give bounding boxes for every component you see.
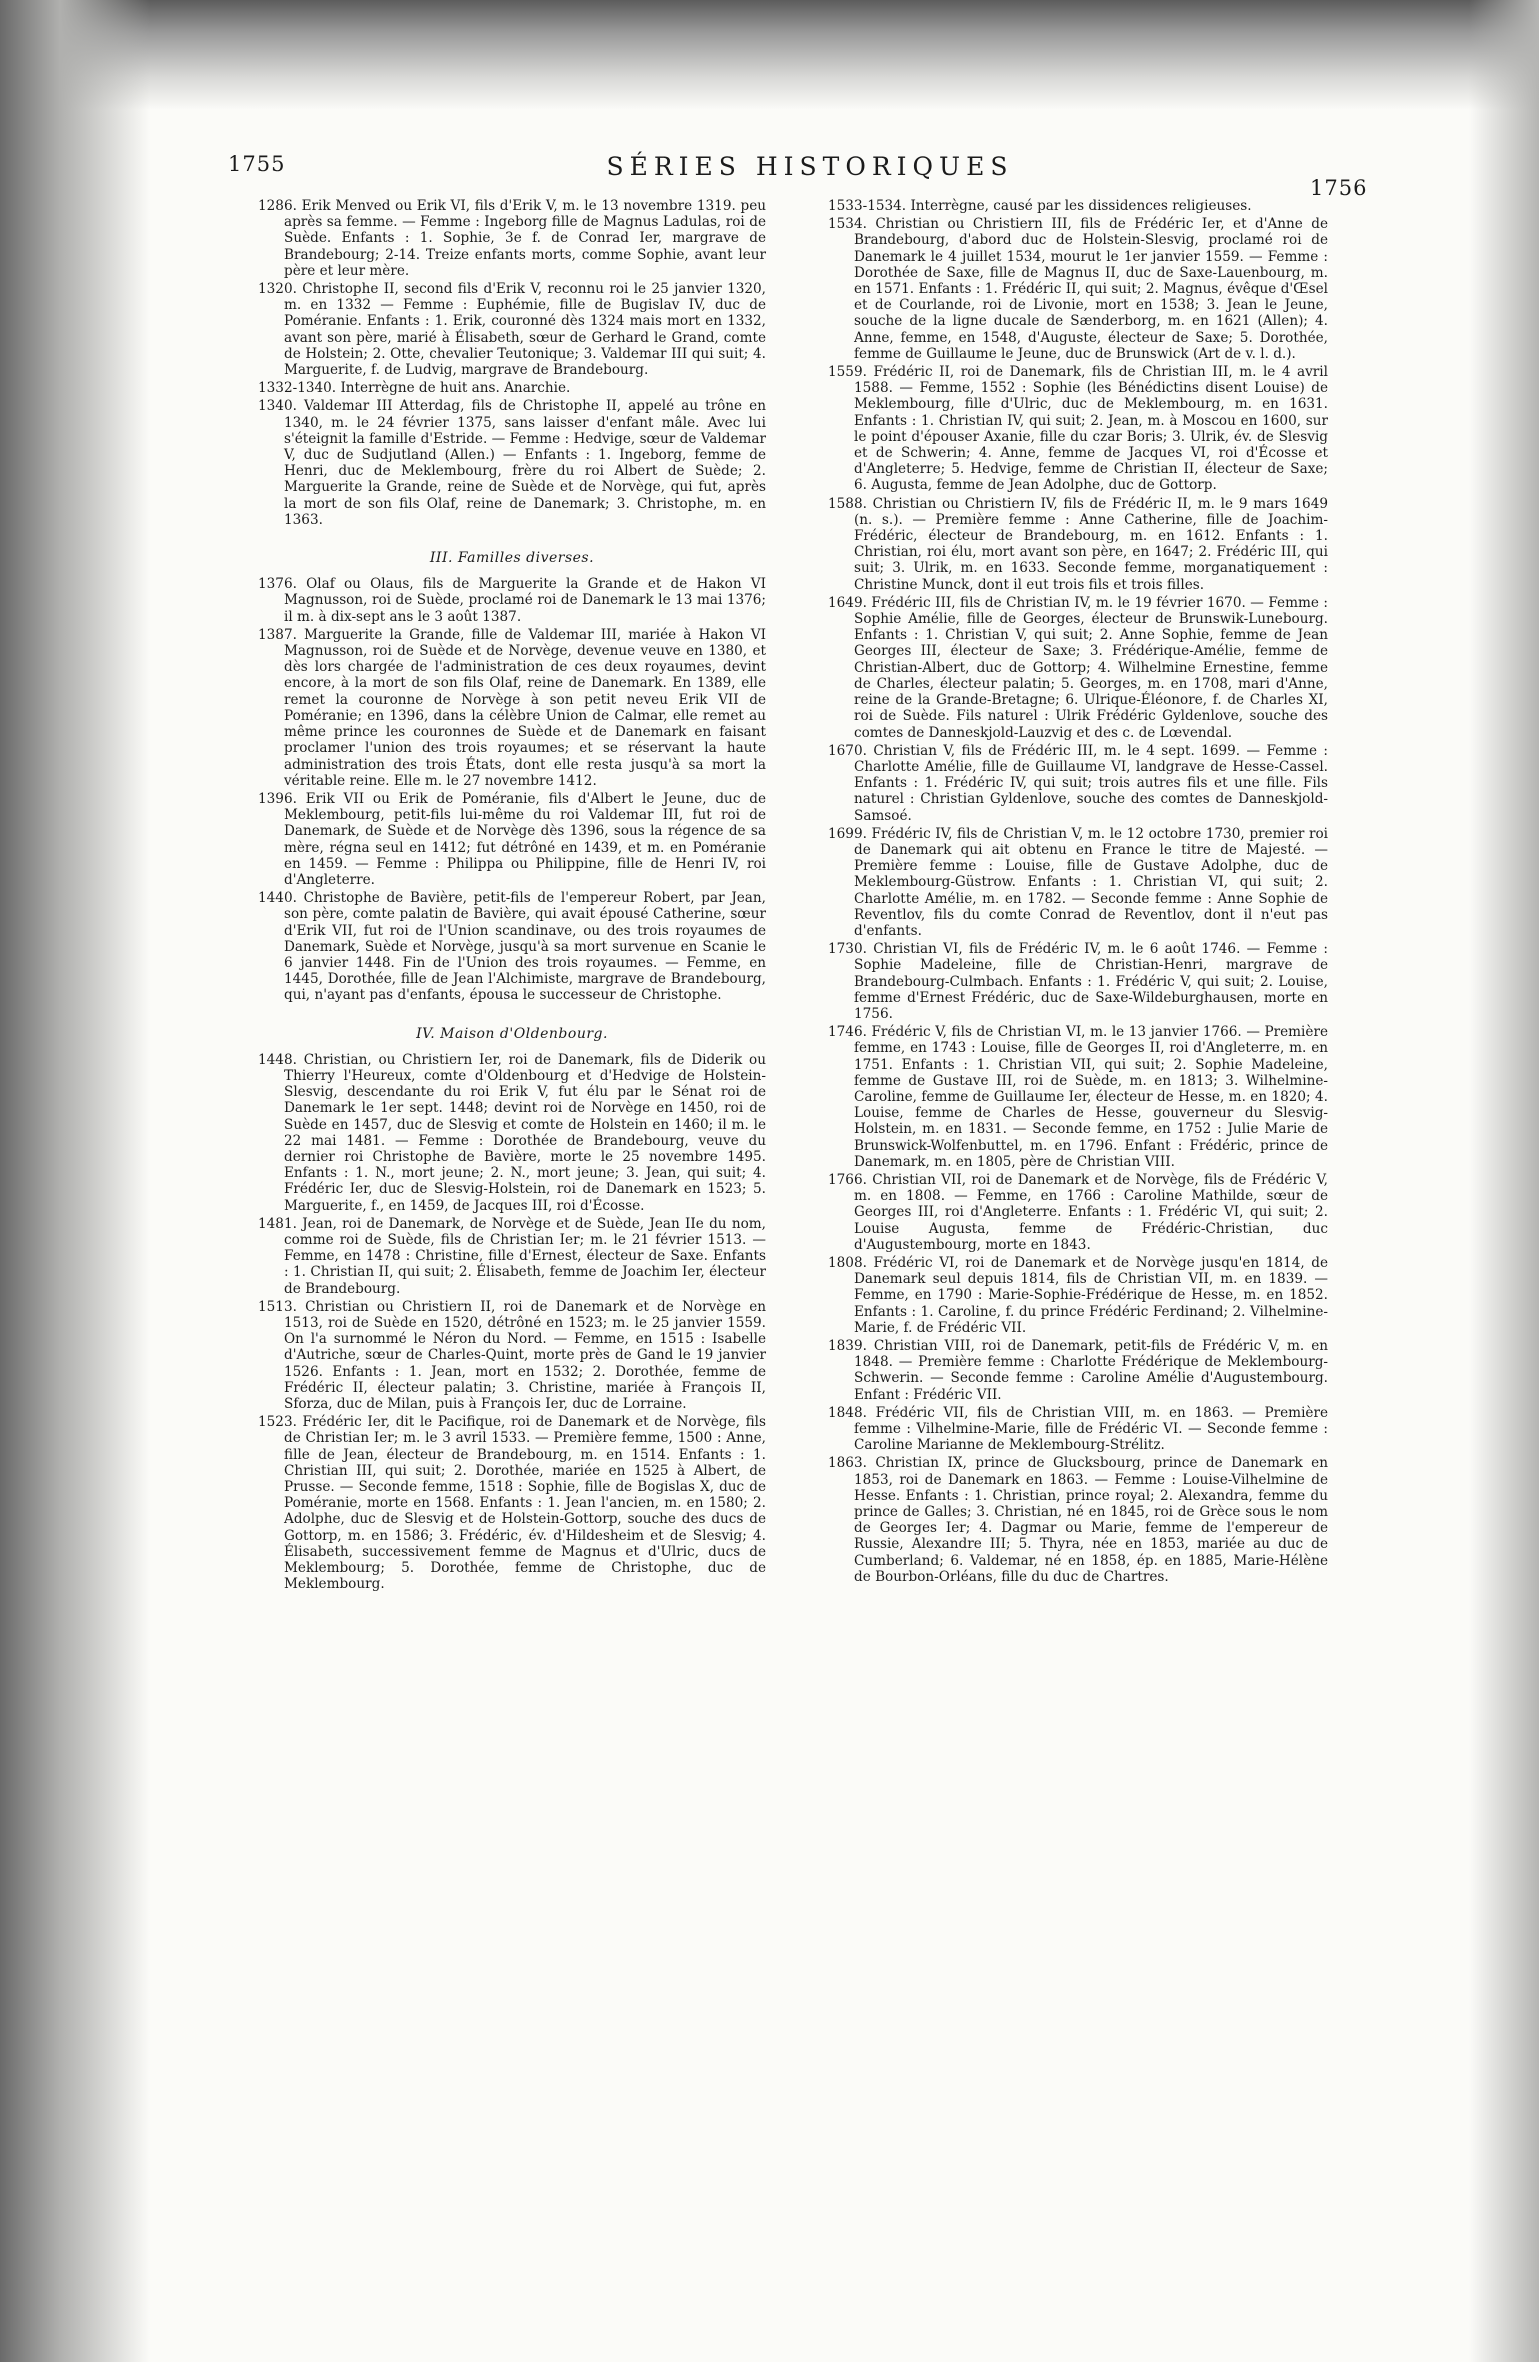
reign-year: 1376. — [258, 576, 297, 593]
reign-year: 1670. — [828, 742, 867, 759]
reign-year: 1863. — [828, 1455, 867, 1472]
reign-text: Erik Menved ou Erik VI, fils d'Erik V, m. le 13 novembre 1319. peu après sa femme. — Femme : Ingeborg fille de Magnus Ladulas, roi de Suède. Enfants : 1. Sophie, 3e f. de Conrad Ier, margrave de Brandebourg; 2-14. Treize enfants morts, comme Sophie, avant leur père et leur mère. — [284, 198, 766, 279]
reign-year: 1440. — [258, 890, 297, 907]
reign-entry — [828, 1405, 1328, 1454]
left-entries-familles-diverses — [258, 576, 766, 1003]
left-entries-maison-oldenbourg — [258, 1052, 766, 1593]
reign-text: Christian VI, fils de Frédéric IV, m. le 6 août 1746. — Femme : Sophie Madeleine, fille de Christian-Henri, margrave de Brandebourg-Culmbach. Enfants : 1. Frédéric V, qui suit; 2. Louise, femme d'Ernest Frédéric, duc de Saxe-Wildeburghausen, morte en 1756. — [854, 941, 1328, 1022]
section-heading-iii-text: III. Familles diverses. — [429, 550, 595, 567]
scan-shadow-top — [0, 0, 1539, 110]
reign-text: Christian, ou Christiern Ier, roi de Danemark, fils de Diderik ou Thierry l'Heureux, comte d'Oldenbourg et d'Hedvige de Holstein-Slesvig, descendante du roi Erik V, fut élu par le Sénat roi de Danemark le 1er sept. 1448; devint roi de Norvège en 1450, roi de Suède en 1457, duc de Slesvig et comte de Holstein en 1460; il m. le 22 mai 1481. — Femme : Dorothée de Brandebourg, veuve du dernier roi Christophe de Bavière, morte le 25 novembre 1495. Enfants : 1. N., mort jeune; 2. N., mort jeune; 3. Jean, qui suit; 4. Frédéric Ier, duc de Slesvig-Holstein, roi de Danemark en 1523; 5. Marguerite, f., en 1459, de Jacques III, roi d'Écosse. — [284, 1051, 766, 1214]
reign-entry — [828, 198, 1328, 214]
reign-year: 1396. — [258, 790, 297, 807]
reign-year: 1332-1340. — [258, 380, 337, 397]
section-heading-iv — [258, 1026, 766, 1042]
reign-entry — [828, 1455, 1328, 1585]
reign-entry — [828, 1024, 1328, 1170]
reign-entry — [258, 627, 766, 789]
reign-entry — [258, 1052, 766, 1214]
right-entries — [828, 198, 1328, 1585]
reign-entry — [828, 826, 1328, 939]
reign-year: 1649. — [828, 594, 867, 611]
reign-entry — [828, 941, 1328, 1022]
reign-text: Christophe II, second fils d'Erik V, reconnu roi le 25 janvier 1320, m. en 1332 — Femme : Euphémie, fille de Bugislav IV, duc de Poméranie. Enfants : 1. Erik, couronné dès 1324 mais mort en 1332, avant son père, marié à Élisabeth, sœur de Gerhard le Grand, comte de Holstein; 2. Otte, chevalier Teutonique; 3. Valdemar III qui suit; 4. Marguerite, f. de Ludvig, margrave de Brandebourg. — [284, 281, 766, 379]
reign-text: Frédéric II, roi de Danemark, fils de Christian III, m. le 4 avril 1588. — Femme, 1552 : Sophie (les Bénédictins disent Louise) de Meklembourg, fille d'Ulric, duc de Meklembourg, m. en 1631. Enfants : 1. Christian IV, qui suit; 2. Jean, m. à Moscou en 1600, sur le point d'épouser Axanie, fille du czar Boris; 3. Ulrik, év. de Slesvig et de Schwerin; 4. Anne, femme de Jacques VI, roi d'Écosse et d'Angleterre; 5. Hedvige, femme de Christian II, électeur de Saxe; 6. Augusta, femme de Jean Adolphe, duc de Gottorp. — [854, 364, 1329, 494]
reign-year: 1766. — [828, 1171, 867, 1188]
reign-text: Christian ou Christiern IV, fils de Frédéric II, m. le 9 mars 1649 (n. s.). — Première femme : Anne Catherine, fille de Joachim-Frédéric, électeur de Brandebourg, m. en 1612. Enfants : 1. Christian, roi élu, mort avant son père, en 1647; 2. Frédéric III, qui suit; 3. Ulrik, m. en 1633. Seconde femme, morganatiquement : Christine Munck, dont il eut trois fils et trois filles. — [854, 495, 1328, 593]
reign-year: 1533-1534. — [828, 198, 907, 214]
section-heading-iii — [258, 550, 766, 566]
reign-text: Frédéric Ier, dit le Pacifique, roi de Danemark et de Norvège, fils de Christian Ier; m. le 3 avril 1533. — Première femme, 1500 : Anne, fille de Jean, électeur de Brandebourg, m. en 1514. Enfants : 1. Christian III, qui suit; 2. Dorothée, mariée en 1525 à Albert, de Prusse. — Seconde femme, 1518 : Sophie, fille de Bogislas X, duc de Poméranie, morte en 1568. Enfants : 1. Jean l'ancien, m. en 1580; 2. Adolphe, duc de Slesvig et de Holstein-Gottorp, souche des ducs de Gottorp, m. en 1586; 3. Frédéric, év. d'Hildesheim et de Slesvig; 4. Élisabeth, successivement femme de Magnus et d'Ulric, ducs de Meklembourg; 5. Dorothée, femme de Christophe, duc de Meklembourg. — [284, 1414, 766, 1593]
reign-entry — [828, 364, 1328, 494]
reign-text: Olaf ou Olaus, fils de Marguerite la Grande et de Hakon VI Magnusson, roi de Suède, proclamé roi de Danemark le 13 mai 1376; il m. à dix-sept ans le 3 août 1387. — [284, 576, 766, 625]
reign-text: Christian VII, roi de Danemark et de Norvège, fils de Frédéric V, m. en 1808. — Femme, en 1766 : Caroline Mathilde, sœur de Georges III, roi d'Angleterre. Enfants : 1. Frédéric VI, qui suit; 2. Louise Augusta, femme de Frédéric-Christian, duc d'Augustembourg, morte en 1843. — [854, 1171, 1328, 1253]
reign-text: Erik VII ou Erik de Poméranie, fils d'Albert le Jeune, duc de Meklembourg, petit-fils lui-même du roi Valdemar III, fut roi de Danemark, de Suède et de Norvège dès 1396, sous la régence de sa mère, régna seul en 1412; fut détrôné en 1439, et m. en Poméranie en 1459. — Femme : Philippa ou Philippine, fille de Henri IV, roi d'Angleterre. — [284, 790, 766, 888]
reign-text: Christophe de Bavière, petit-fils de l'empereur Robert, par Jean, son père, comte palatin de Bavière, qui avait épousé Catherine, sœur d'Erik VII, fut roi de l'Union scandinave, ou des trois royaumes de Danemark, Suède et Norvège, jusqu'à sa mort survenue en Scanie le 6 janvier 1448. Fin de l'Union des trois royaumes. — Femme, en 1445, Dorothée, fille de Jean l'Alchimiste, margrave de Brandebourg, qui, n'ayant pas d'enfants, épousa le successeur de Christophe. — [284, 890, 766, 1004]
reign-year: 1286. — [258, 198, 297, 214]
reign-entry — [258, 380, 766, 396]
reign-entry — [258, 1216, 766, 1297]
reign-text: Christian VIII, roi de Danemark, petit-fils de Frédéric V, m. en 1848. — Première femme : Charlotte Frédérique de Meklembourg-Schwerin. — Seconde femme : Caroline Amélie d'Augustembourg. Enfant : Frédéric VII. — [854, 1338, 1328, 1403]
reign-year: 1839. — [828, 1338, 867, 1355]
reign-entry — [258, 1414, 766, 1592]
reign-entry — [258, 1299, 766, 1412]
scan-shadow-left — [0, 0, 150, 2362]
reign-year: 1448. — [258, 1051, 297, 1068]
reign-entry — [828, 595, 1328, 741]
reign-text: Christian V, fils de Frédéric III, m. le 4 sept. 1699. — Femme : Charlotte Amélie, fille de Guillaume VI, landgrave de Hesse-Cassel. Enfants : 1. Frédéric IV, qui suit; trois autres fils et une fille. Fils naturel : Christian Gyldenlove, souche des comtes de Danneskjold-Samsoé. — [854, 742, 1328, 824]
scan-shadow-right — [1469, 0, 1539, 2362]
reign-year: 1534. — [828, 216, 867, 233]
reign-entry — [258, 398, 766, 528]
reign-text: Christian ou Christiern III, fils de Frédéric Ier, et d'Anne de Brandebourg, d'abord duc de Holstein-Slesvig, proclamé roi de Danemark le 4 juillet 1534, mourut le 1er janvier 1559. — Femme : Dorothée de Saxe, fille de Magnus II, duc de Saxe-Lauenbourg, m. en 1571. Enfants : 1. Frédéric II, qui suit; 2. Magnus, évêque d'Œsel et de Courlande, roi de Livonie, mort en 1538; 3. Jean le Jeune, souche de la ligne ducale de Sænderborg, m. en 1621 (Allen); 4. Anne, femme, en 1548, d'Auguste, électeur de Saxe; 5. Dorothée, femme de Guillaume le Jeune, duc de Brunswick (Art de v. l. d.). — [854, 216, 1329, 362]
reign-year: 1340. — [258, 398, 297, 415]
right-column — [828, 198, 1328, 1587]
reign-text: Interrègne, causé par les dissidences religieuses. — [910, 198, 1252, 214]
left-entries-danish-kings — [258, 198, 766, 528]
reign-entry — [258, 198, 766, 279]
reign-text: Frédéric III, fils de Christian IV, m. le 19 février 1670. — Femme : Sophie Amélie, fille de Georges, électeur de Brunswik-Lunebourg. Enfants : 1. Christian V, qui suit; 2. Anne Sophie, femme de Jean Georges III, électeur de Saxe; 3. Frédérique-Amélie, femme de Christian-Albert, duc de Gottorp; 4. Wilhelmine Ernestine, femme de Charles, électeur palatin; 5. Georges, m. en 1708, mari d'Anne, reine de la Grande-Bretagne; 6. Ulrique-Éléonore, f. de Charles XI, roi de Suède. Fils naturel : Ulrik Frédéric Gyldenlove, souche des comtes de Danneskjold-Lauzvig et des c. de Lœvendal. — [854, 594, 1328, 741]
reign-year: 1746. — [828, 1024, 867, 1041]
reign-year: 1523. — [258, 1414, 297, 1431]
reign-entry — [828, 1338, 1328, 1403]
reign-entry — [828, 1172, 1328, 1253]
left-page-number: 1755 — [228, 152, 286, 176]
reign-year: 1848. — [828, 1404, 867, 1421]
reign-entry — [258, 281, 766, 378]
reign-entry — [828, 743, 1328, 824]
reign-year: 1513. — [258, 1298, 297, 1315]
reign-entry — [258, 576, 766, 625]
reign-entry — [258, 890, 766, 1003]
reign-text: Frédéric VI, roi de Danemark et de Norvège jusqu'en 1814, de Danemark seul depuis 1814, fils de Christian VII, m. en 1839. — Femme, en 1790 : Marie-Sophie-Frédérique de Hesse, m. en 1852. Enfants : 1. Caroline, f. du prince Frédéric Ferdinand; 2. Vilhelmine-Marie, f. de Frédéric VII. — [854, 1255, 1328, 1336]
left-column — [258, 198, 766, 1594]
reign-entry — [828, 496, 1328, 593]
reign-text: Interrègne de huit ans. Anarchie. — [340, 380, 571, 397]
reign-year: 1387. — [258, 626, 297, 643]
reign-year: 1730. — [828, 941, 867, 958]
reign-text: Frédéric VII, fils de Christian VIII, m. en 1863. — Première femme : Vilhelmine-Marie, fille de Frédéric VI. — Seconde femme : Caroline Marianne de Meklembourg-Strélitz. — [854, 1404, 1328, 1454]
section-heading-iv-text: IV. Maison d'Oldenbourg. — [416, 1025, 608, 1042]
reign-entry — [828, 1255, 1328, 1336]
reign-text: Jean, roi de Danemark, de Norvège et de Suède, Jean IIe du nom, comme roi de Suède, fils de Christian Ier; m. le 21 février 1513. — Femme, en 1478 : Christine, fille d'Ernest, électeur de Saxe. Enfants : 1. Christian II, qui suit; 2. Élisabeth, femme de Joachim Ier, électeur de Brandebourg. — [284, 1215, 766, 1297]
reign-entry — [258, 791, 766, 888]
reign-text: Valdemar III Atterdag, fils de Christophe II, appelé au trône en 1340, m. le 24 février 1375, sans laisser d'enfant mâle. Avec lui s'éteignit la famille d'Estride. — Femme : Hedvige, sœur de Valdemar V, duc de Sudjutland (Allen.) — Enfants : 1. Ingeborg, femme de Henri, duc de Meklembourg, frère du roi Albert de Suède; 2. Marguerite la Grande, reine de Suède et de Norvège, qui fut, après la mort de son fils Olaf, reine de Danemark; 3. Christophe, m. en 1363. — [284, 398, 766, 528]
reign-text: Christian ou Christiern II, roi de Danemark et de Norvège en 1513, roi de Suède en 1520, détrôné en 1523; m. le 25 janvier 1559. On l'a surnommé le Néron du Nord. — Femme, en 1515 : Isabelle d'Autriche, sœur de Charles-Quint, morte près de Gand le 19 janvier 1526. Enfants : 1. Jean, mort en 1532; 2. Dorothée, femme de Frédéric II, électeur palatin; 3. Christine, mariée à François II, Sforza, duc de Milan, puis à François Ier, duc de Lorraine. — [284, 1298, 767, 1413]
reign-year: 1588. — [828, 495, 867, 512]
running-title: SÉRIES HISTORIQUES — [606, 152, 1014, 181]
reign-year: 1559. — [828, 364, 867, 381]
reign-year: 1320. — [258, 281, 297, 298]
reign-year: 1699. — [828, 825, 867, 842]
reign-text: Marguerite la Grande, fille de Valdemar III, mariée à Hakon VI Magnusson, roi de Suède et de Norvège, devenue veuve en 1380, et dès lors chargée de l'administration de ces deux royaumes, devint encore, à la mort de son fils Olaf, reine de Danemark. En 1389, elle remet la couronne de Norvège à son petit neveu Erik VII de Poméranie; en 1396, dans la célèbre Union de Calmar, elle remet au même prince les couronnes de Suède et de Danemark en faisant proclamer l'union des trois royaumes; et se réservant la haute administration des trois États, dont elle resta jusqu'à sa mort la véritable reine. Elle m. le 27 novembre 1412. — [284, 626, 766, 789]
reign-year: 1808. — [828, 1255, 867, 1271]
reign-entry — [828, 216, 1328, 362]
reign-text: Frédéric IV, fils de Christian V, m. le 12 octobre 1730, premier roi de Danemark qui ait obtenu en France le titre de Majesté. — Première femme : Louise, fille de Gustave Adolphe, duc de Meklembourg-Güstrow. Enfants : 1. Christian VI, qui suit; 2. Charlotte Amélie, m. en 1782. — Seconde femme : Anne Sophie de Reventlov, fils du comte Conrad de Reventlov, dont il n'eut pas d'enfants. — [854, 825, 1328, 939]
reign-text: Frédéric V, fils de Christian VI, m. le 13 janvier 1766. — Première femme, en 1743 : Louise, fille de Georges II, roi d'Angleterre, m. en 1751. Enfants : 1. Christian VII, qui suit; 2. Sophie Madeleine, femme de Gustave III, roi de Suède, m. en 1813; 3. Wilhelmine-Caroline, femme de Guillaume Ier, électeur de Hesse, m. en 1820; 4. Louise, femme de Charles de Hesse, gouverneur du Slesvig-Holstein, m. en 1831. — Seconde femme, en 1752 : Julie Marie de Brunswick-Wolfenbuttel, m. en 1796. Enfant : Frédéric, prince de Danemark, m. en 1805, père de Christian VIII. — [854, 1024, 1328, 1170]
right-page-number: 1756 — [1310, 176, 1368, 200]
reign-text: Christian IX, prince de Glucksbourg, prince de Danemark en 1853, roi de Danemark en 1863. — Femme : Louise-Vilhelmine de Hesse. Enfants : 1. Christian, prince royal; 2. Alexandra, femme du prince de Galles; 3. Christian, né en 1845, roi de Grèce sous le nom de Georges Ier; 4. Dagmar ou Marie, femme de l'empereur de Russie, Alexandre III; 5. Thyra, née en 1853, mariée au duc de Cumberland; 6. Valdemar, né en 1858, ép. en 1885, Marie-Hélène de Bourbon-Orléans, fille du duc de Chartres. — [854, 1455, 1328, 1585]
reign-year: 1481. — [258, 1215, 297, 1232]
